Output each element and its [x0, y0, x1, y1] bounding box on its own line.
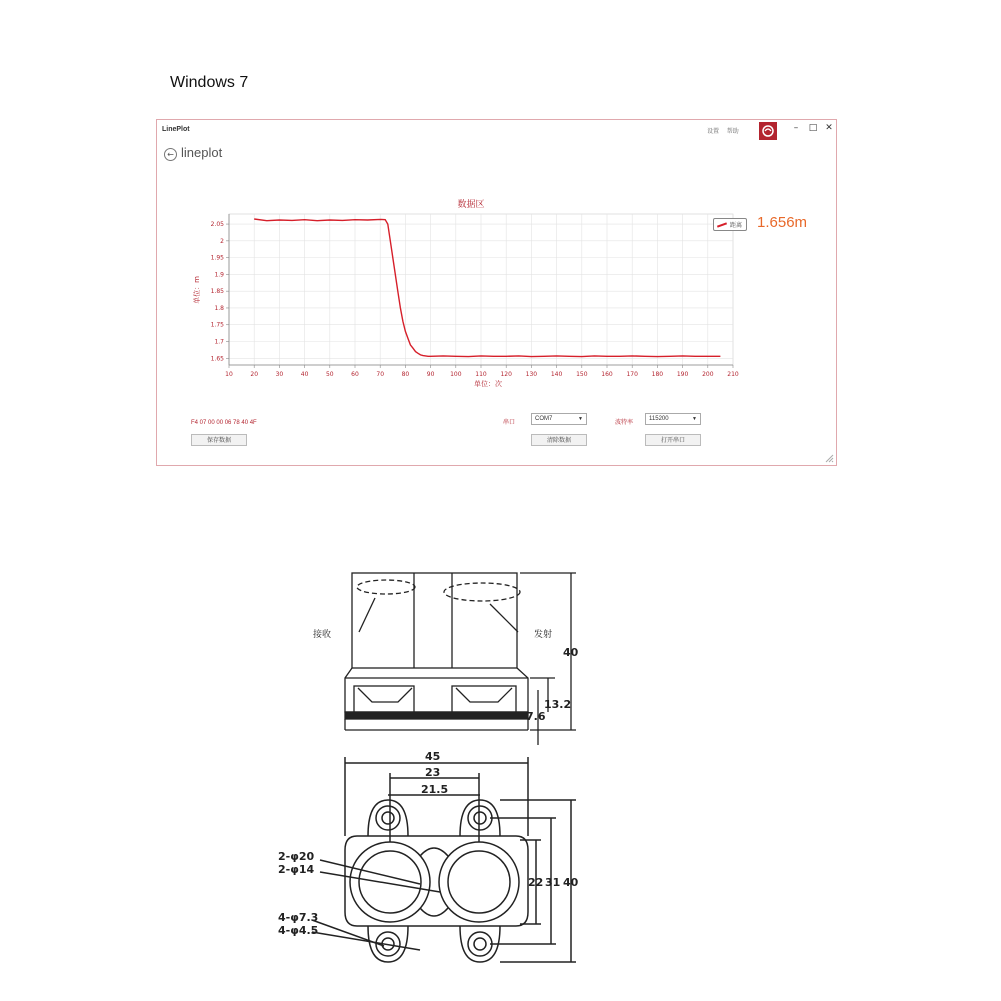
- dim-top-31: 31: [545, 876, 561, 889]
- legend-label: 距离: [730, 223, 743, 229]
- receive-lens-outline: [357, 580, 415, 594]
- receive-label: 接收: [313, 630, 332, 640]
- x-tick-label: 20: [250, 371, 259, 378]
- note-4-phi4-5: 4-φ4.5: [278, 924, 319, 937]
- port-label: 串口: [503, 420, 516, 426]
- dim-side-40: 40: [563, 646, 579, 659]
- y-tick-label: 1.9: [214, 271, 224, 279]
- y-tick-label: 1.8: [214, 304, 224, 312]
- x-tick-label: 180: [651, 371, 664, 378]
- baud-value: 115200: [649, 416, 669, 422]
- back-arrow-icon[interactable]: ←: [164, 148, 177, 161]
- y-tick-label: 2: [220, 237, 224, 245]
- dim-top-23: 23: [425, 766, 441, 779]
- app-title: LinePlot: [162, 126, 190, 133]
- menu-help[interactable]: 帮助: [726, 129, 739, 135]
- x-tick-label: 80: [401, 371, 410, 378]
- x-tick-label: 150: [576, 371, 588, 378]
- y-tick-label: 1.65: [210, 355, 224, 363]
- x-tick-label: 170: [626, 371, 638, 378]
- dim-top-21-5: 21.5: [421, 783, 449, 796]
- y-tick-label: 1.75: [210, 321, 224, 329]
- dim-top-22: 22: [528, 876, 544, 889]
- menu-settings[interactable]: 设置: [707, 129, 720, 135]
- note-2-phi14: 2-φ14: [278, 863, 315, 876]
- dim-top-40: 40: [563, 876, 579, 889]
- os-caption: Windows 7: [170, 74, 249, 91]
- emit-lens-outline: [444, 583, 520, 601]
- baud-label: 波特率: [615, 420, 634, 426]
- x-tick-label: 10: [225, 371, 233, 378]
- minimize-button[interactable]: –: [793, 123, 799, 133]
- x-tick-label: 120: [500, 371, 512, 378]
- dim-top-45: 45: [425, 750, 441, 763]
- y-tick-label: 1.7: [214, 338, 224, 346]
- emit-label: 发射: [534, 630, 553, 640]
- raw-data-hex: F4 07 00 00 06 78 40 4F: [191, 420, 257, 426]
- chart-x-axis-label: 单位：次: [474, 380, 502, 388]
- y-tick-label: 1.95: [210, 254, 224, 262]
- x-tick-label: 90: [426, 371, 435, 378]
- x-tick-label: 210: [727, 371, 739, 378]
- save-data-button[interactable]: 保存数据: [191, 434, 247, 446]
- x-tick-label: 30: [275, 371, 284, 378]
- x-tick-label: 200: [702, 371, 714, 378]
- x-tick-label: 60: [351, 371, 359, 378]
- chart-title: 数据区: [457, 200, 485, 210]
- chevron-down-icon: ▼: [578, 416, 583, 422]
- x-tick-label: 50: [325, 371, 334, 378]
- dim-side-7-6: 7.6: [526, 710, 546, 723]
- note-2-phi20: 2-φ20: [278, 850, 315, 863]
- x-tick-label: 190: [676, 371, 689, 378]
- y-tick-label: 2.05: [210, 221, 224, 229]
- x-tick-label: 110: [475, 371, 487, 378]
- distance-readout: 1.656m: [757, 214, 808, 231]
- chart-y-axis-label: 单位：m: [193, 276, 201, 304]
- x-tick-label: 40: [300, 371, 309, 378]
- x-tick-label: 140: [550, 371, 563, 378]
- y-tick-label: 1.85: [210, 288, 224, 296]
- maximize-button[interactable]: □: [808, 123, 818, 133]
- dim-side-13-2: 13.2: [544, 698, 572, 711]
- x-tick-label: 160: [601, 371, 613, 378]
- page-title: lineplot: [181, 145, 223, 160]
- open-port-button[interactable]: 打开串口: [645, 434, 701, 446]
- clear-data-button[interactable]: 清除数据: [531, 434, 587, 446]
- x-tick-label: 70: [376, 371, 385, 378]
- x-tick-label: 130: [525, 371, 538, 378]
- x-tick-label: 100: [450, 371, 462, 378]
- side-view-body: [352, 573, 517, 668]
- chevron-down-icon: ▼: [692, 416, 697, 422]
- note-4-phi7-3: 4-φ7.3: [278, 911, 319, 924]
- close-button[interactable]: ✕: [825, 123, 833, 133]
- port-value: COM7: [535, 416, 553, 422]
